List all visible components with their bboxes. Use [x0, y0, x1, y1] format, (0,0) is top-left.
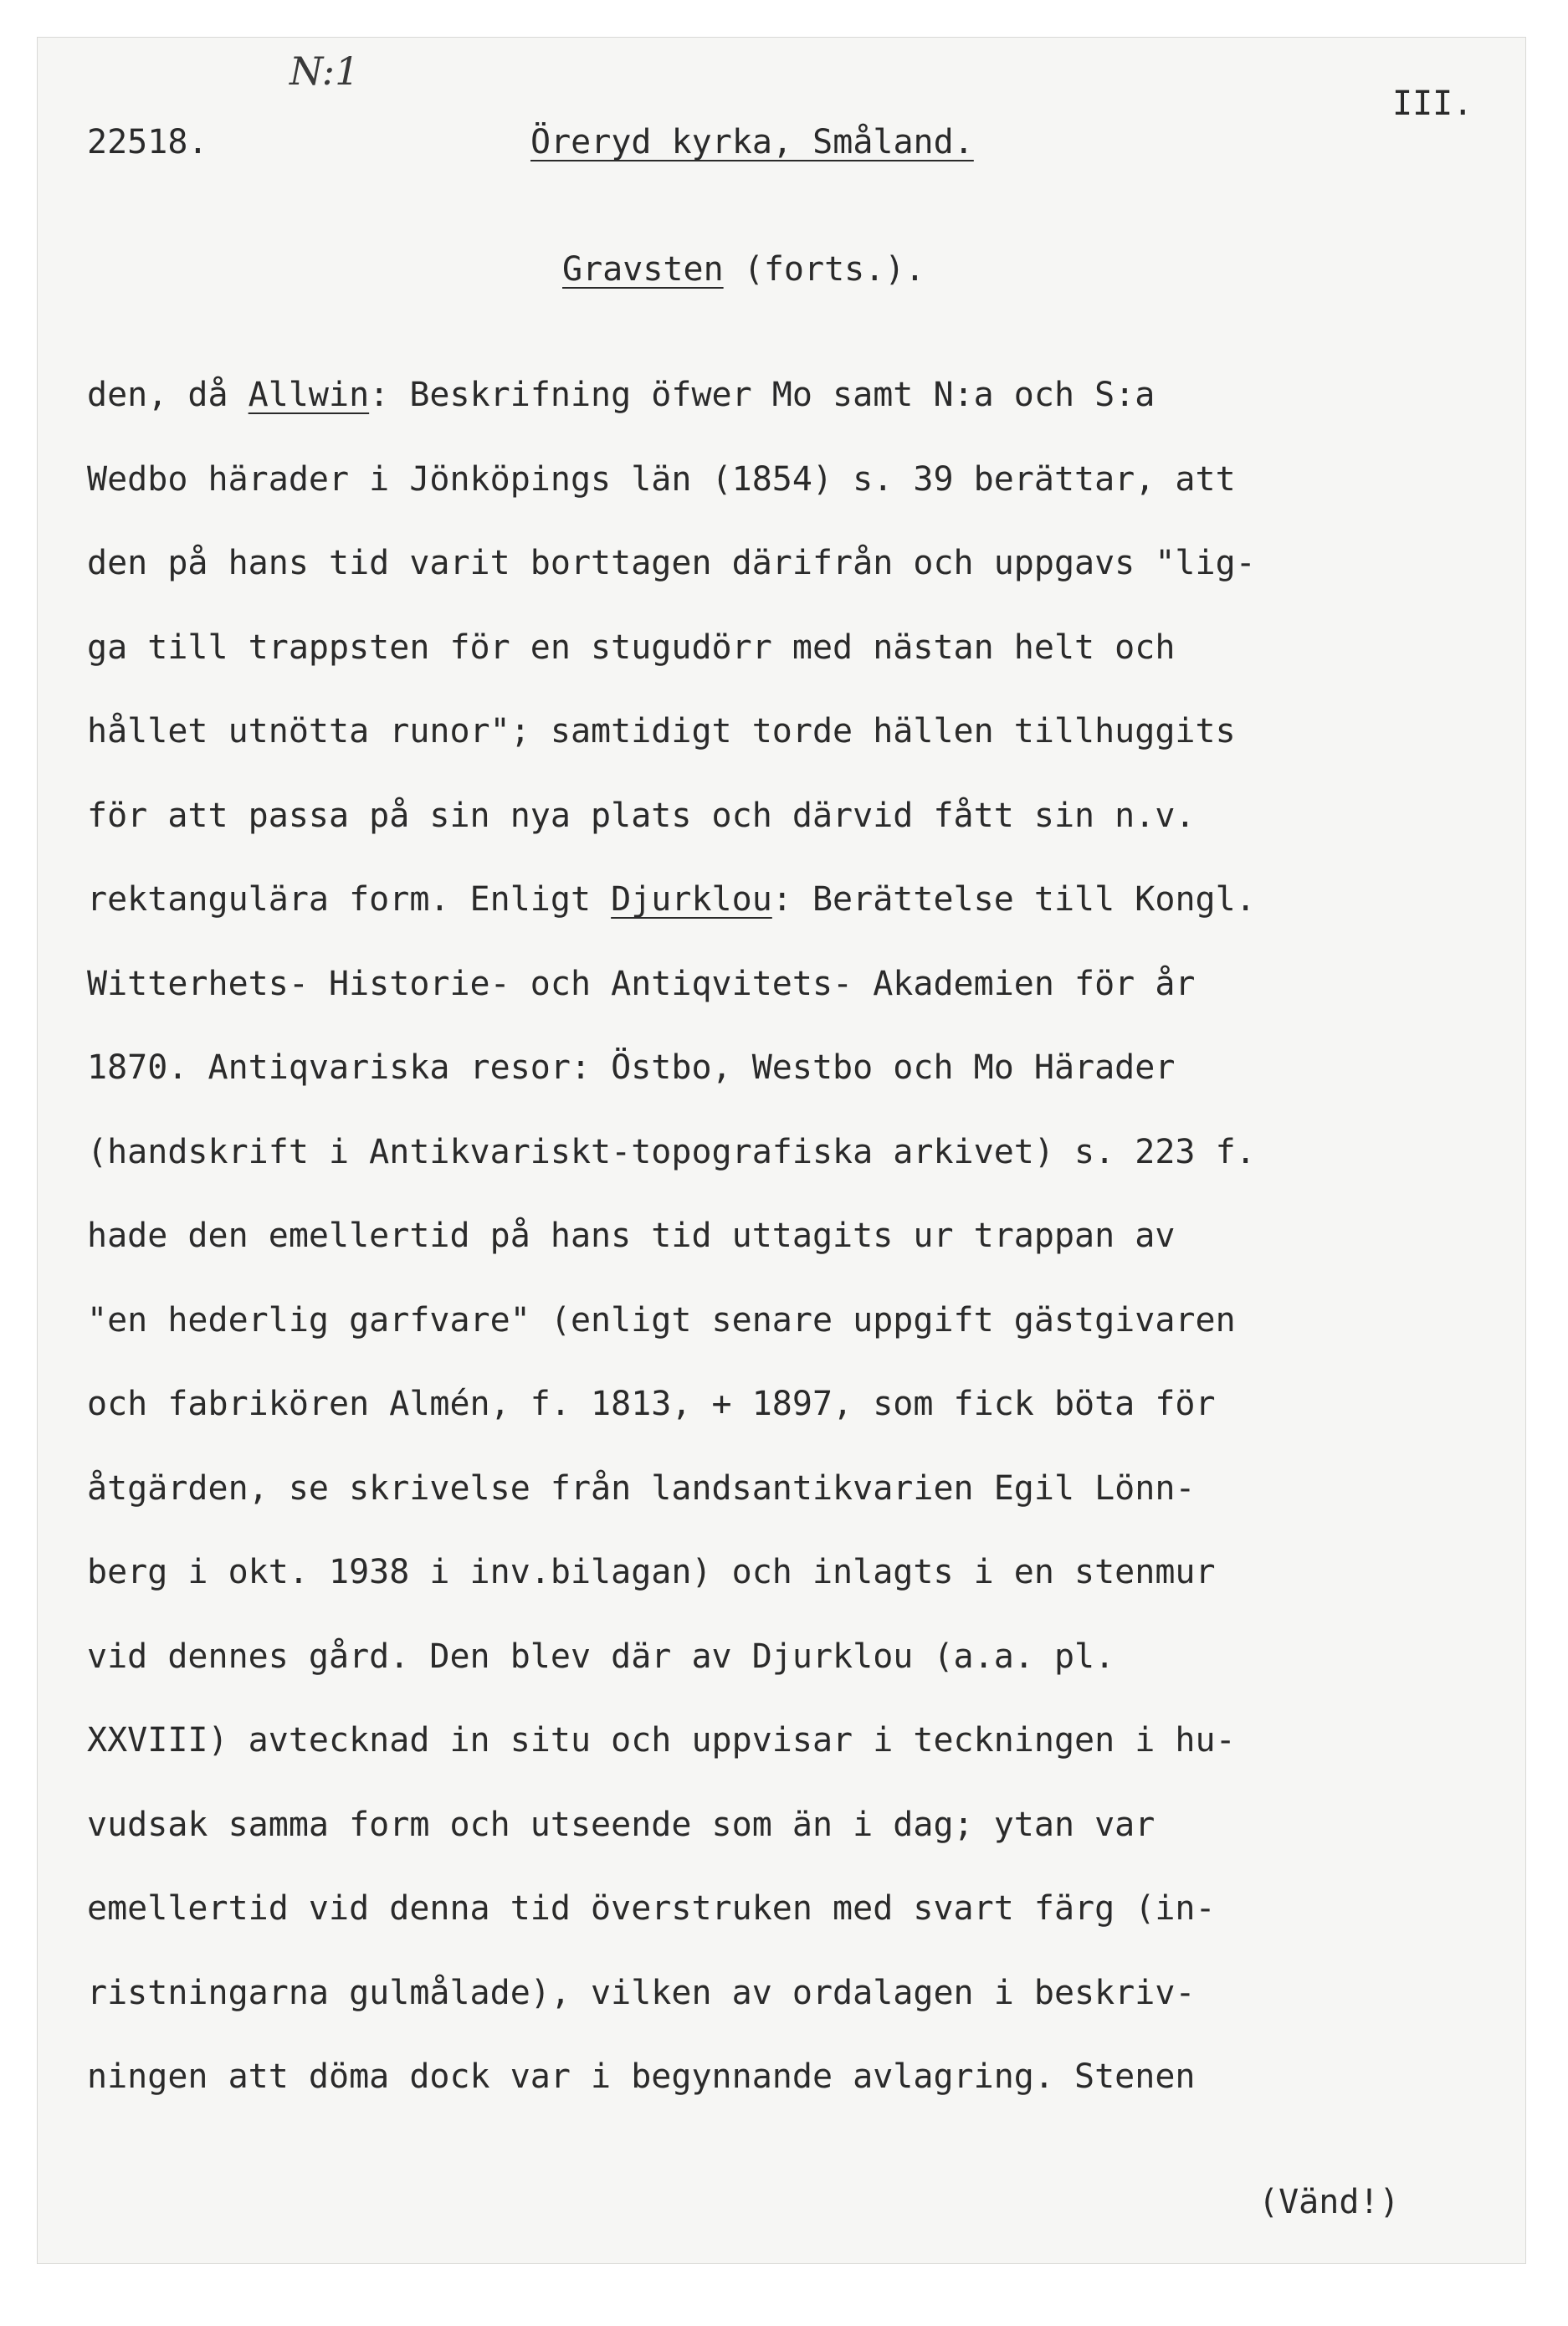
- page-number: III.: [1392, 85, 1473, 123]
- subtitle-word: Gravsten: [562, 250, 724, 289]
- body-line: XXVIII) avtecknad in situ och uppvisar i teckningen i hu-: [87, 1721, 1236, 1760]
- body-line: åtgärden, se skrivelse från landsantikvarien Egil Lönn-: [87, 1469, 1196, 1508]
- body-line: ristningarna gulmålade), vilken av ordalagen i beskriv-: [87, 1974, 1196, 2012]
- body-text-segment: rektangulära form. Enligt: [87, 880, 612, 919]
- body-line: ga till trappsten för en stugudörr med nästan helt och: [87, 628, 1176, 667]
- body-line: vudsak samma form och utseende som än i dag; ytan var: [87, 1806, 1156, 1844]
- turn-over-note: (Vänd!): [1258, 2183, 1400, 2221]
- author-reference-djurklou: Djurklou: [611, 880, 772, 919]
- body-line: emellertid vid denna tid överstruken med svart färg (in-: [87, 1889, 1216, 1928]
- subtitle-suffix: (forts.).: [743, 250, 925, 289]
- body-line: och fabrikören Almén, f. 1813, + 1897, som fick böta för: [87, 1385, 1216, 1423]
- body-line: för att passa på sin nya plats och därvid fått sin n.v.: [87, 797, 1196, 835]
- body-line: berg i okt. 1938 i inv.bilagan) och inlagts i en stenmur: [87, 1553, 1216, 1591]
- body-line: Wedbo härader i Jönköpings län (1854) s. 39 berättar, att: [87, 460, 1236, 499]
- body-text-segment: : Beskrifning öfwer Mo samt N:a och S:a: [369, 376, 1156, 414]
- author-reference-allwin: Allwin: [248, 376, 370, 414]
- body-line: hade den emellertid på hans tid uttagits ur trappan av: [87, 1217, 1176, 1255]
- body-line: hållet utnötta runor"; samtidigt torde hällen tillhuggits: [87, 712, 1236, 751]
- body-line: ningen att döma dock var i begynnande avlagring. Stenen: [87, 2057, 1196, 2096]
- body-text-segment: den, då: [87, 376, 249, 414]
- body-line: Witterhets- Historie- och Antiqvitets- Akademien för år: [87, 965, 1196, 1003]
- catalog-number: 22518.: [87, 123, 208, 161]
- body-line: vid dennes gård. Den blev där av Djurklou (a.a. pl.: [87, 1637, 1115, 1676]
- body-line: 1870. Antiqvariska resor: Östbo, Westbo och Mo Härader: [87, 1048, 1176, 1087]
- section-subtitle: [562, 250, 925, 289]
- body-line: den på hans tid varit borttagen därifrån och uppgavs "lig-: [87, 544, 1256, 582]
- body-line: [87, 880, 1256, 919]
- body-line: [87, 378, 1155, 412]
- body-line: "en hederlig garfvare" (enligt senare uppgift gästgivaren: [87, 1301, 1236, 1340]
- body-text-segment: : Berättelse till Kongl.: [771, 880, 1256, 919]
- body-line: (handskrift i Antikvariskt-topografiska arkivet) s. 223 f.: [87, 1133, 1256, 1171]
- document-title: Öreryd kyrka, Småland.: [530, 123, 974, 161]
- handwritten-number: N:1: [290, 49, 360, 94]
